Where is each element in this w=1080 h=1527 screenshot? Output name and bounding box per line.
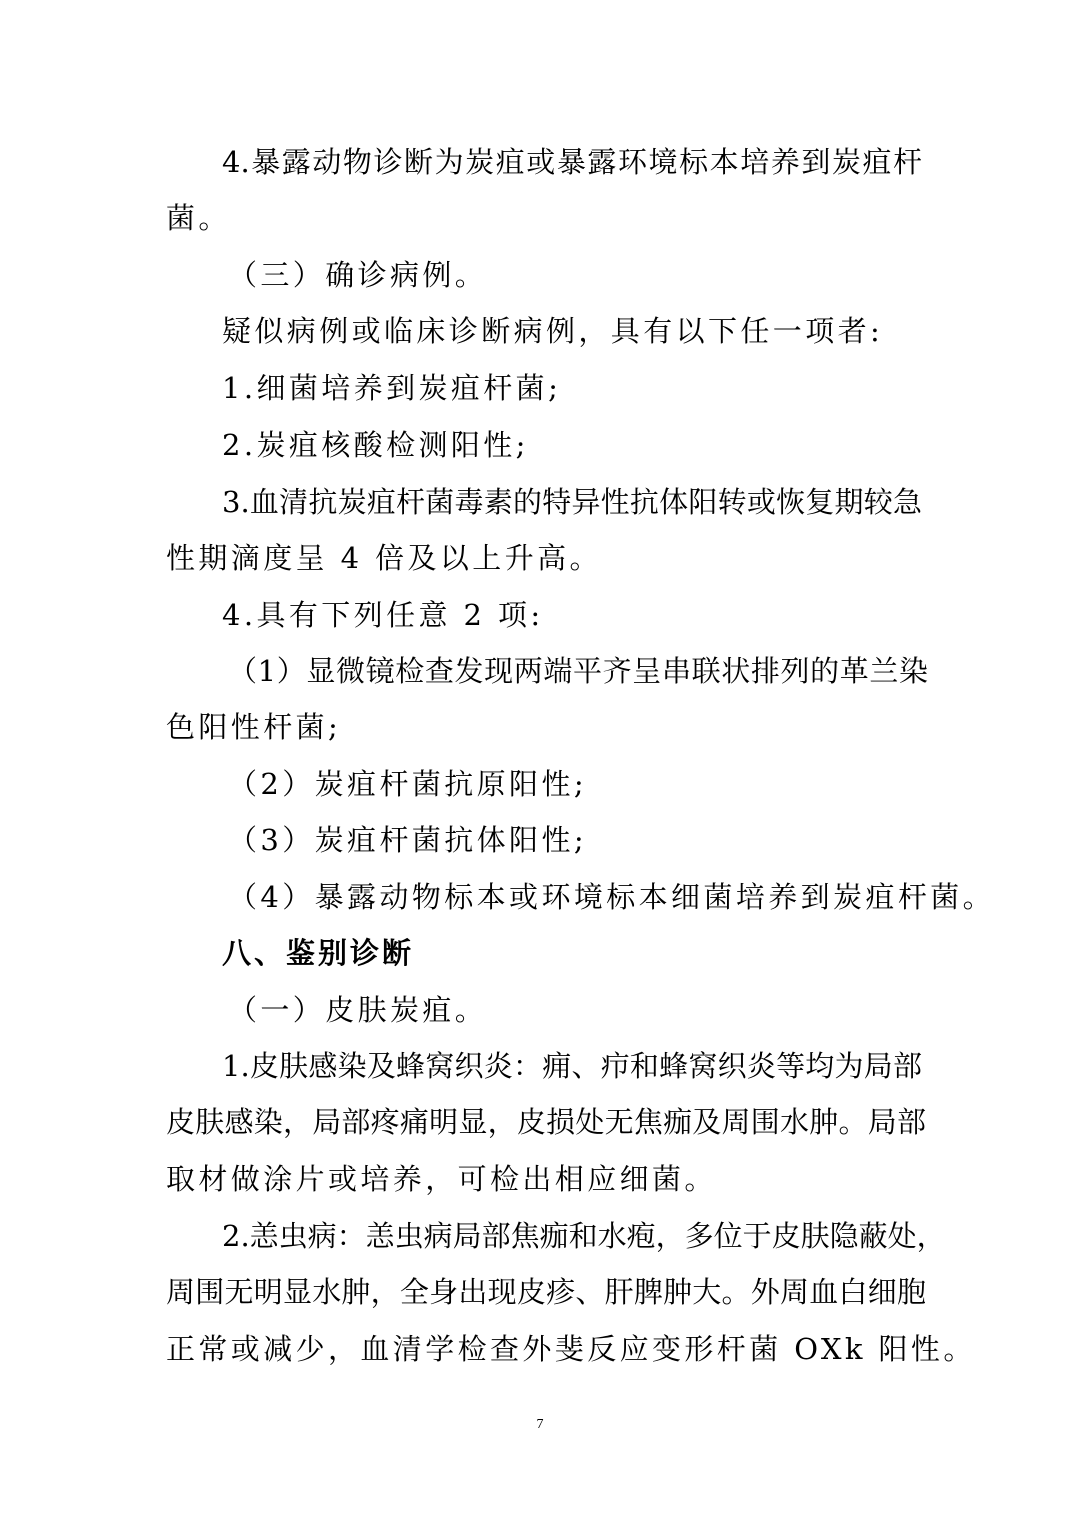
paragraph-line: 取材做涂片或培养，可检出相应细菌。 (166, 1162, 717, 1196)
page-number: 7 (536, 1417, 544, 1432)
list-item: （2）炭疽杆菌抗原阳性; (228, 767, 588, 801)
list-item: 2.炭疽核酸检测阳性; (222, 428, 529, 462)
paragraph-line: 性期滴度呈 4 倍及以上升高。 (166, 541, 602, 575)
section-heading: 八、鉴别诊断 (222, 936, 415, 970)
section-subheading: （一）皮肤炭疽。 (228, 993, 488, 1027)
paragraph-line: 周围无明显水肿，全身出现皮疹、肝脾肿大。外周血白细胞 (166, 1275, 926, 1309)
list-item: （1）显微镜检查发现两端平齐呈串联状排列的革兰染 (228, 654, 928, 688)
list-item: 1.皮肤感染及蜂窝织炎：痈、疖和蜂窝织炎等均为局部 (222, 1049, 922, 1083)
list-item: （4）暴露动物标本或环境标本细菌培养到炭疽杆菌。 (228, 880, 996, 914)
paragraph-line: 疑似病例或临床诊断病例，具有以下任一项者: (222, 314, 884, 348)
paragraph-line: 正常或减少，血清学检查外斐反应变形杆菌 OXk 阳性。 (166, 1332, 976, 1366)
list-item: 3.血清抗炭疽杆菌毒素的特异性抗体阳转或恢复期较急 (222, 485, 922, 519)
list-item: 2.恙虫病：恙虫病局部焦痂和水疱，多位于皮肤隐蔽处， (222, 1219, 946, 1253)
list-item: （3）炭疽杆菌抗体阳性; (228, 823, 588, 857)
section-subheading: （三）确诊病例。 (228, 258, 488, 292)
paragraph-line: 菌。 (166, 201, 231, 235)
list-item: 1.细菌培养到炭疽杆菌; (222, 371, 562, 405)
paragraph-line: 4.暴露动物诊断为炭疽或暴露环境标本培养到炭疽杆 (222, 145, 922, 179)
paragraph-line: 色阳性杆菌; (166, 710, 342, 744)
list-item: 4.具有下列任意 2 项: (222, 598, 544, 632)
paragraph-line: 皮肤感染，局部疼痛明显，皮损处无焦痂及周围水肿。局部 (166, 1105, 926, 1139)
